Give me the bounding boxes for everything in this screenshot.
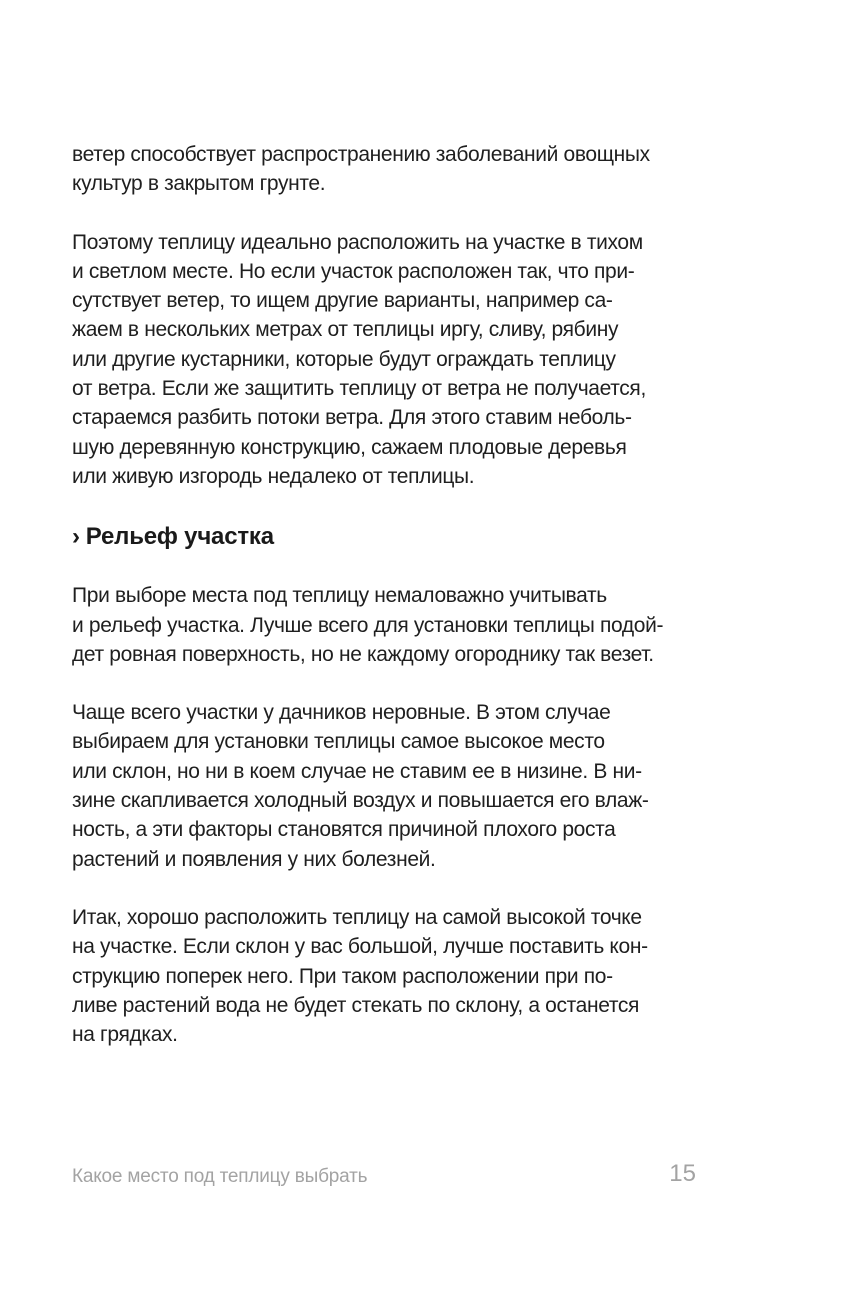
text-line: или живую изгородь недалеко от теплицы. (72, 464, 475, 488)
chevron-right-icon: › (72, 523, 80, 551)
text-line: и светлом месте. Но если участок расположен так, что при- (72, 259, 635, 283)
text-line: Итак, хорошо расположить теплицу на самой высокой точке (72, 905, 642, 929)
page-footer (72, 1160, 696, 1194)
text-line: на участке. Если склон у вас большой, лучше поставить кон- (72, 935, 648, 959)
text-line: струкцию поперек него. При таком расположении при по- (72, 964, 613, 988)
text-line: или склон, но ни в коем случае не ставим ее в низине. В ни- (72, 759, 642, 783)
text-line: от ветра. Если же защитить теплицу от ветра не получается, (72, 377, 646, 401)
page-body (72, 140, 700, 1078)
text-line: зине скапливается холодный воздух и повышается его влаж- (72, 789, 649, 813)
paragraph-quiet-place (72, 228, 700, 492)
paragraph-wind-disease (72, 140, 700, 199)
running-chapter-title: Какое место под теплицу выбрать (72, 1166, 368, 1187)
section-heading-text: Рельеф участка (85, 523, 274, 551)
section-heading (72, 520, 700, 554)
text-line: или другие кустарники, которые будут ограждать теплицу (72, 347, 616, 371)
text-line: шую деревянную конструкцию, сажаем плодовые деревья (72, 435, 627, 459)
text-line: выбираем для установки теплицы самое высокое место (72, 730, 605, 754)
text-line: Поэтому теплицу идеально расположить на участке в тихом (72, 230, 643, 254)
paragraph-terrain (72, 581, 700, 669)
text-line: Чаще всего участки у дачников неровные. В этом случае (72, 701, 611, 725)
text-line: При выборе места под теплицу немаловажно учитывать (72, 584, 607, 608)
text-line: дет ровная поверхность, но не каждому огороднику так везет. (72, 642, 654, 666)
text-line: ность, а эти факторы становятся причиной плохого роста (72, 818, 616, 842)
text-line: ливе растений вода не будет стекать по склону, а останется (72, 993, 640, 1017)
text-line: и рельеф участка. Лучше всего для установки теплицы подой- (72, 613, 664, 637)
text-line: ветер способствует распространению заболеваний овощных (72, 143, 650, 166)
text-line: растений и появления у них болезней. (72, 847, 436, 871)
text-line: сутствует ветер, то ищем другие варианты, например са- (72, 289, 613, 313)
text-line: на грядках. (72, 1023, 178, 1047)
text-line: жаем в нескольких метрах от теплицы иргу, сливу, рябину (72, 318, 619, 342)
page-number: 15 (669, 1160, 696, 1187)
paragraph-uneven-plots (72, 698, 700, 874)
text-line: культур в закрытом грунте. (72, 172, 326, 196)
text-line: стараемся разбить потоки ветра. Для этого ставим неболь- (72, 406, 632, 430)
paragraph-highest-point (72, 903, 700, 1049)
